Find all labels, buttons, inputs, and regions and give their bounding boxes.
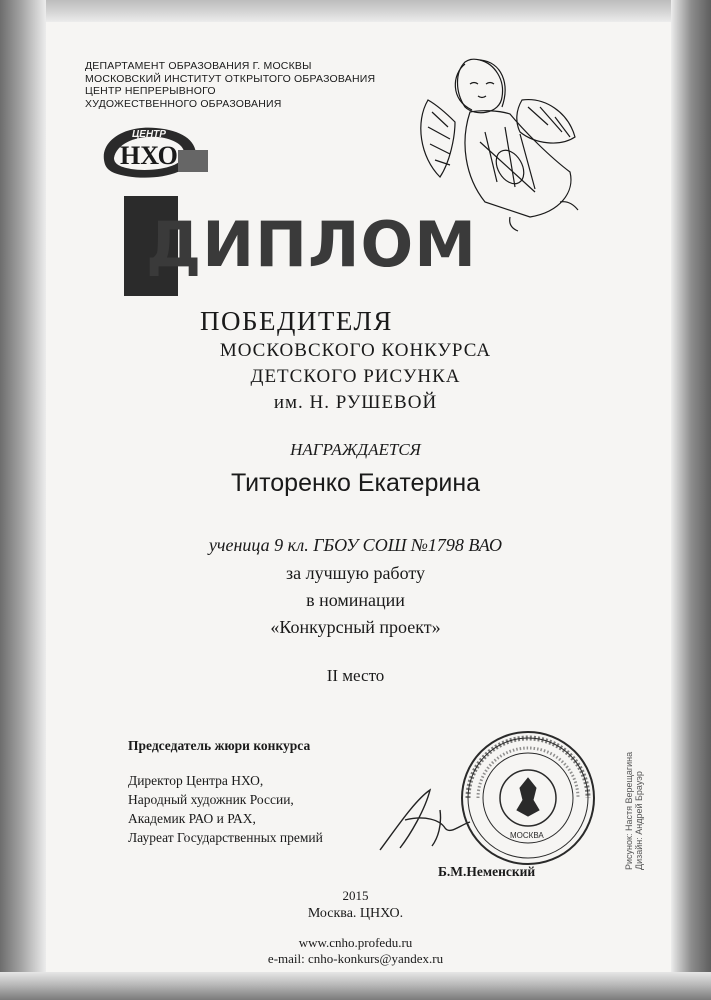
place-label: II место bbox=[326, 666, 385, 685]
scan-border-bottom bbox=[0, 972, 711, 1000]
winner-heading: ПОБЕДИТЕЛЯ bbox=[200, 306, 393, 336]
institute-line: МОСКОВСКИЙ ИНСТИТУТ ОТКРЫТОГО ОБРАЗОВАНИЯ bbox=[85, 72, 376, 85]
illustration-credit: Рисунок: Настя Верещагина bbox=[624, 751, 634, 870]
signer-name: Б.М.Неменский bbox=[438, 864, 536, 879]
director-line: Академик РАО и РАХ, bbox=[128, 811, 256, 826]
awarded-label: НАГРАЖДАЕТСЯ bbox=[290, 440, 421, 459]
director-credentials bbox=[128, 771, 323, 847]
department-header bbox=[85, 60, 375, 110]
contest-line-3: им. Н. РУШЕВОЙ bbox=[273, 392, 438, 413]
center-nho-logo bbox=[96, 120, 211, 185]
center-line-2: ХУДОЖЕСТВЕННОГО ОБРАЗОВАНИЯ bbox=[85, 97, 282, 110]
director-line: Лауреат Государственных премий bbox=[128, 830, 323, 845]
stamp-city-text: МОСКВА bbox=[510, 831, 544, 840]
center-line-1: ЦЕНТР НЕПРЕРЫВНОГО bbox=[85, 85, 216, 97]
student-info: ученица 9 кл. ГБОУ СОШ №1798 ВАО bbox=[208, 535, 503, 555]
reason-line-1: за лучшую работу bbox=[286, 563, 425, 583]
logo-top-text: ЦЕНТР bbox=[132, 129, 166, 140]
footer-year: 2015 bbox=[342, 888, 369, 903]
director-line: Директор Центра НХО, bbox=[128, 773, 264, 788]
scan-border-right bbox=[671, 0, 711, 1000]
jury-chair-title: Председатель жюри конкурса bbox=[128, 738, 311, 753]
recipient-name: Титоренко Екатерина bbox=[230, 469, 481, 497]
footer-website-link[interactable]: www.cnho.profedu.ru bbox=[298, 935, 413, 950]
title-text: ДИПЛОМ bbox=[146, 208, 477, 281]
scan-border-top bbox=[0, 0, 711, 22]
design-credit: Дизайн: Андрей Брауэр bbox=[634, 771, 644, 870]
footer-email-link[interactable]: e-mail: cnho-konkurs@yandex.ru bbox=[267, 951, 444, 966]
diploma-title bbox=[124, 196, 477, 296]
scan-border-left bbox=[0, 0, 46, 1000]
design-credits bbox=[624, 730, 644, 870]
department-line: ДЕПАРТАМЕНТ ОБРАЗОВАНИЯ Г. МОСКВЫ bbox=[85, 60, 312, 72]
contest-line-2: ДЕТСКОГО РИСУНКА bbox=[250, 366, 461, 387]
logo-main-text: НХО bbox=[120, 141, 178, 170]
official-seal-stamp bbox=[458, 728, 598, 868]
footer-city: Москва. ЦНХО. bbox=[307, 906, 404, 921]
nomination-name: «Конкурсный проект» bbox=[270, 617, 441, 637]
reason-line-2: в номинации bbox=[306, 590, 405, 610]
contest-line-1: МОСКОВСКОГО КОНКУРСА bbox=[219, 340, 492, 361]
director-line: Народный художник России, bbox=[128, 792, 294, 807]
